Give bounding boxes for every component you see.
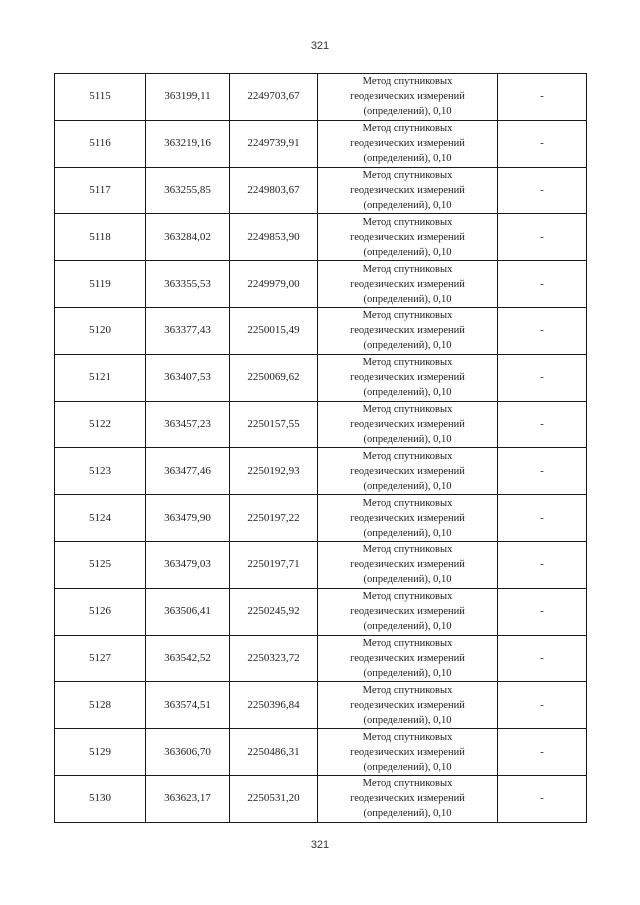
point-number-cell: 5129 <box>55 729 146 776</box>
method-line: Метод спутниковых <box>362 731 453 743</box>
x-coordinate-cell: 363377,43 <box>146 307 230 354</box>
method-line: (определений), 0,10 <box>363 106 452 118</box>
method-line: геодезических измерений <box>350 91 465 103</box>
method-line: Метод спутниковых <box>362 403 453 415</box>
x-coordinate-cell: 363506,41 <box>146 588 230 635</box>
method-line: геодезических измерений <box>350 793 465 805</box>
note-cell: - <box>498 307 587 354</box>
method-line: геодезических измерений <box>350 465 465 477</box>
method-line: геодезических измерений <box>350 606 465 618</box>
method-line: геодезических измерений <box>350 372 465 384</box>
table-body <box>55 74 587 823</box>
note-cell: - <box>498 541 587 588</box>
x-coordinate-cell: 363479,90 <box>146 495 230 542</box>
method-line: Метод спутниковых <box>362 169 453 181</box>
method-line: (определений), 0,10 <box>363 293 452 305</box>
method-line: Метод спутниковых <box>362 544 453 556</box>
table-row <box>55 729 587 776</box>
table-row <box>55 635 587 682</box>
method-line: (определений), 0,10 <box>363 199 452 211</box>
method-cell <box>318 354 498 401</box>
x-coordinate-cell: 363407,53 <box>146 354 230 401</box>
method-line: Метод спутниковых <box>362 778 453 790</box>
method-line: геодезических измерений <box>350 652 465 664</box>
x-coordinate-cell: 363199,11 <box>146 74 230 121</box>
point-number-cell: 5128 <box>55 682 146 729</box>
x-coordinate-cell: 363623,17 <box>146 775 230 822</box>
y-coordinate-cell: 2250069,62 <box>230 354 318 401</box>
method-line: Метод спутниковых <box>362 216 453 228</box>
method-line: геодезических измерений <box>350 418 465 430</box>
x-coordinate-cell: 363457,23 <box>146 401 230 448</box>
y-coordinate-cell: 2250192,93 <box>230 448 318 495</box>
method-line: геодезических измерений <box>350 559 465 571</box>
method-line: (определений), 0,10 <box>363 621 452 633</box>
method-line: Метод спутниковых <box>362 497 453 509</box>
point-number-cell: 5125 <box>55 541 146 588</box>
y-coordinate-cell: 2249739,91 <box>230 120 318 167</box>
x-coordinate-cell: 363606,70 <box>146 729 230 776</box>
point-number-cell: 5115 <box>55 74 146 121</box>
point-number-cell: 5127 <box>55 635 146 682</box>
method-line: (определений), 0,10 <box>363 340 452 352</box>
table-row <box>55 541 587 588</box>
method-line: Метод спутниковых <box>362 591 453 603</box>
y-coordinate-cell: 2250015,49 <box>230 307 318 354</box>
point-number-cell: 5117 <box>55 167 146 214</box>
table-row <box>55 682 587 729</box>
page-number-top: 321 <box>310 40 330 52</box>
method-cell <box>318 775 498 822</box>
note-cell: - <box>498 74 587 121</box>
x-coordinate-cell: 363284,02 <box>146 214 230 261</box>
table-row <box>55 261 587 308</box>
method-line: (определений), 0,10 <box>363 667 452 679</box>
method-cell <box>318 307 498 354</box>
x-coordinate-cell: 363355,53 <box>146 261 230 308</box>
method-line: геодезических измерений <box>350 746 465 758</box>
method-line: Метод спутниковых <box>362 684 453 696</box>
x-coordinate-cell: 363477,46 <box>146 448 230 495</box>
method-cell <box>318 541 498 588</box>
table-row <box>55 401 587 448</box>
x-coordinate-cell: 363219,16 <box>146 120 230 167</box>
y-coordinate-cell: 2249853,90 <box>230 214 318 261</box>
y-coordinate-cell: 2250323,72 <box>230 635 318 682</box>
table-row <box>55 167 587 214</box>
y-coordinate-cell: 2249979,00 <box>230 261 318 308</box>
point-number-cell: 5118 <box>55 214 146 261</box>
method-line: Метод спутниковых <box>362 310 453 322</box>
y-coordinate-cell: 2250245,92 <box>230 588 318 635</box>
note-cell: - <box>498 354 587 401</box>
method-line: геодезических измерений <box>350 138 465 150</box>
method-cell <box>318 167 498 214</box>
point-number-cell: 5119 <box>55 261 146 308</box>
table-row <box>55 74 587 121</box>
x-coordinate-cell: 363479,03 <box>146 541 230 588</box>
x-coordinate-cell: 363255,85 <box>146 167 230 214</box>
table-row <box>55 120 587 167</box>
y-coordinate-cell: 2250197,71 <box>230 541 318 588</box>
x-coordinate-cell: 363574,51 <box>146 682 230 729</box>
method-line: (определений), 0,10 <box>363 246 452 258</box>
note-cell: - <box>498 635 587 682</box>
table-row <box>55 588 587 635</box>
point-number-cell: 5121 <box>55 354 146 401</box>
method-line: геодезических измерений <box>350 325 465 337</box>
method-line: Метод спутниковых <box>362 76 453 88</box>
point-number-cell: 5122 <box>55 401 146 448</box>
table-row <box>55 354 587 401</box>
method-cell <box>318 448 498 495</box>
point-number-cell: 5116 <box>55 120 146 167</box>
method-line: Метод спутниковых <box>362 357 453 369</box>
y-coordinate-cell: 2249703,67 <box>230 74 318 121</box>
coordinates-table <box>54 73 587 823</box>
method-line: геодезических измерений <box>350 512 465 524</box>
y-coordinate-cell: 2250396,84 <box>230 682 318 729</box>
point-number-cell: 5130 <box>55 775 146 822</box>
table-row <box>55 307 587 354</box>
method-line: (определений), 0,10 <box>363 574 452 586</box>
y-coordinate-cell: 2250157,55 <box>230 401 318 448</box>
table-row <box>55 495 587 542</box>
method-line: (определений), 0,10 <box>363 387 452 399</box>
note-cell: - <box>498 120 587 167</box>
method-line: (определений), 0,10 <box>363 761 452 773</box>
point-number-cell: 5126 <box>55 588 146 635</box>
point-number-cell: 5120 <box>55 307 146 354</box>
note-cell: - <box>498 448 587 495</box>
method-line: (определений), 0,10 <box>363 808 452 820</box>
note-cell: - <box>498 167 587 214</box>
method-cell <box>318 261 498 308</box>
method-cell <box>318 635 498 682</box>
note-cell: - <box>498 682 587 729</box>
page-number-bottom: 321 <box>310 839 330 851</box>
method-line: Метод спутниковых <box>362 637 453 649</box>
note-cell: - <box>498 401 587 448</box>
y-coordinate-cell: 2250197,22 <box>230 495 318 542</box>
note-cell: - <box>498 729 587 776</box>
y-coordinate-cell: 2250531,20 <box>230 775 318 822</box>
method-line: геодезических измерений <box>350 231 465 243</box>
table-row <box>55 775 587 822</box>
x-coordinate-cell: 363542,52 <box>146 635 230 682</box>
method-cell <box>318 214 498 261</box>
method-line: Метод спутниковых <box>362 123 453 135</box>
y-coordinate-cell: 2249803,67 <box>230 167 318 214</box>
method-cell <box>318 120 498 167</box>
method-cell <box>318 401 498 448</box>
note-cell: - <box>498 775 587 822</box>
note-cell: - <box>498 261 587 308</box>
method-line: геодезических измерений <box>350 699 465 711</box>
y-coordinate-cell: 2250486,31 <box>230 729 318 776</box>
method-line: (определений), 0,10 <box>363 480 452 492</box>
method-line: Метод спутниковых <box>362 450 453 462</box>
note-cell: - <box>498 588 587 635</box>
method-line: геодезических измерений <box>350 278 465 290</box>
method-line: геодезических измерений <box>350 184 465 196</box>
point-number-cell: 5124 <box>55 495 146 542</box>
point-number-cell: 5123 <box>55 448 146 495</box>
method-line: (определений), 0,10 <box>363 527 452 539</box>
method-line: (определений), 0,10 <box>363 433 452 445</box>
table-row <box>55 214 587 261</box>
note-cell: - <box>498 214 587 261</box>
method-cell <box>318 682 498 729</box>
method-line: Метод спутниковых <box>362 263 453 275</box>
note-cell: - <box>498 495 587 542</box>
method-cell <box>318 588 498 635</box>
method-line: (определений), 0,10 <box>363 153 452 165</box>
method-cell <box>318 495 498 542</box>
table-row <box>55 448 587 495</box>
method-line: (определений), 0,10 <box>363 714 452 726</box>
method-cell <box>318 729 498 776</box>
method-cell <box>318 74 498 121</box>
